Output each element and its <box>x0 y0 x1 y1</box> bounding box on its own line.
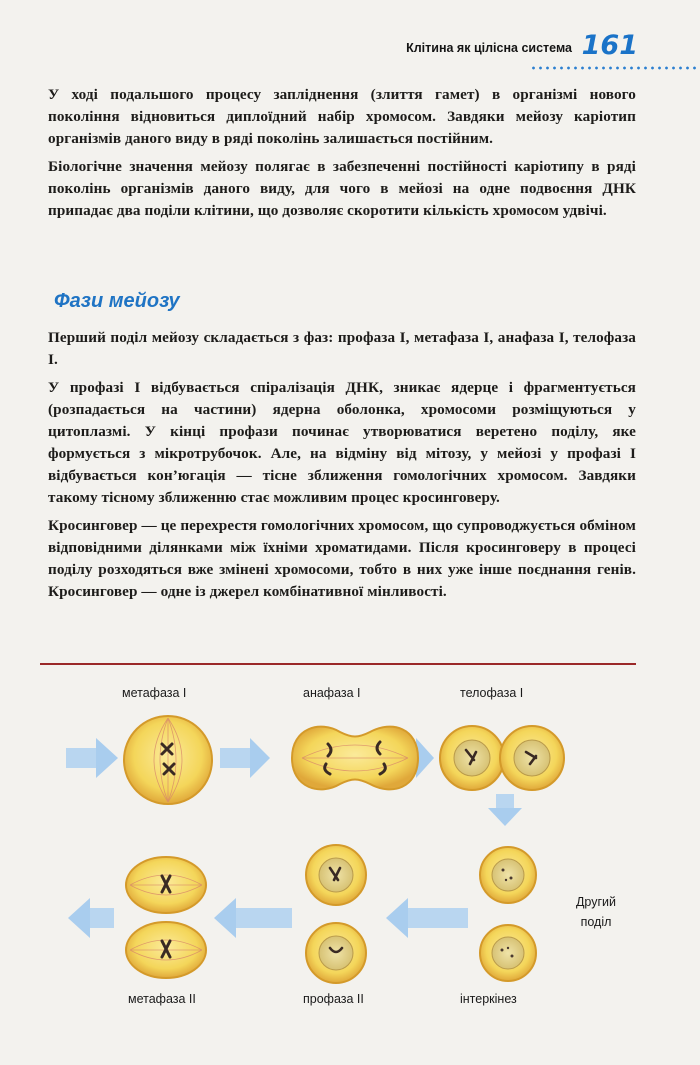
cell-metaphase-2 <box>126 857 206 978</box>
meiosis-diagram <box>40 670 660 990</box>
phases-text <box>48 327 636 609</box>
arrow-to-metaphase-1 <box>66 738 118 778</box>
arrow-to-metaphase-2 <box>214 898 292 938</box>
paragraph-crossing-over <box>48 515 636 603</box>
cell-metaphase-1 <box>124 716 212 804</box>
term-prophase: У профазі І <box>48 379 141 396</box>
cell-anaphase-1 <box>292 727 418 790</box>
label-anaphase-1: анафаза І <box>303 686 361 700</box>
crossing-over-description: — це перехрестя гомологічних хромосом, що супроводжується обміном відповідними ділянками між їхніми хроматидами. Після кросинговеру в процесі поділу розходяться вже змінені хромосоми, тобто в них уже інше поєднання генів. Кросинговер — одне із джерел комбінативної мінливості. <box>48 517 636 600</box>
page-number: 161 <box>581 30 638 61</box>
meiosis-figure <box>40 670 660 1030</box>
label-second-division: Другий поділ <box>575 895 617 929</box>
cell-interkinesis <box>480 847 536 981</box>
label-interkinesis: інтеркінез <box>460 992 517 1006</box>
arrow-to-prophase-2 <box>386 898 468 938</box>
label-telophase-1: телофаза І <box>460 686 524 700</box>
header-dotted-line <box>530 66 700 70</box>
arrow-to-anaphase-1 <box>220 738 270 778</box>
label-metaphase-1: метафаза І <box>122 686 187 700</box>
intro-text <box>48 84 636 228</box>
section-title: Фази мейозу <box>54 290 180 312</box>
label-prophase-2: профаза ІІ <box>303 992 364 1006</box>
cell-telophase-1 <box>440 726 564 790</box>
page-header <box>0 28 700 78</box>
arrow-down-to-interkinesis <box>488 794 522 826</box>
paragraph-first-division: Перший поділ мейозу складається з фаз: профаза І, метафаза І, анафаза І, телофаза І. <box>48 329 636 368</box>
term-crossing-over: Кросинговер <box>48 517 138 534</box>
running-title: Клітина як цілісна система <box>406 41 572 55</box>
cell-prophase-2 <box>306 845 366 983</box>
label-metaphase-2: метафаза ІІ <box>128 992 196 1006</box>
paragraph-biological-significance: Біологічне значення мейозу полягає в забезпеченні постійності каріотипу в ряді поколінь організмів даного виду, для чого в мейозі на одне подвоєння ДНК припадає два поділи клітини, що дозволяє скоротити кількість хромосом удвічі. <box>48 158 636 219</box>
prophase-description: відбувається спіралізація ДНК, зникає ядерце і фрагментується (розпадається на частини) ядерна оболонка, хромосоми розміщуються у цитоплазмі. У кінці профази починає утворюватися веретено поділу, яке формується з мікротрубочок. Але, на відміну від мітозу, у мейозі у профазі І відбувається кон’югація — тісне зближення гомологічних хромосом. Завдяки такому тісному зближенню стає можливим процес кросинговеру. <box>48 379 636 506</box>
figure-divider <box>40 663 636 665</box>
paragraph-prophase <box>48 377 636 509</box>
paragraph-fertilization: У ході подальшого процесу запліднення (злиття гамет) в організмі нового покоління відновиться диплоїдний набір хромосом. Завдяки мейозу каріотип організмів даного виду в ряді поколінь залишається постійним. <box>48 86 636 147</box>
arrow-to-exit <box>68 898 114 938</box>
